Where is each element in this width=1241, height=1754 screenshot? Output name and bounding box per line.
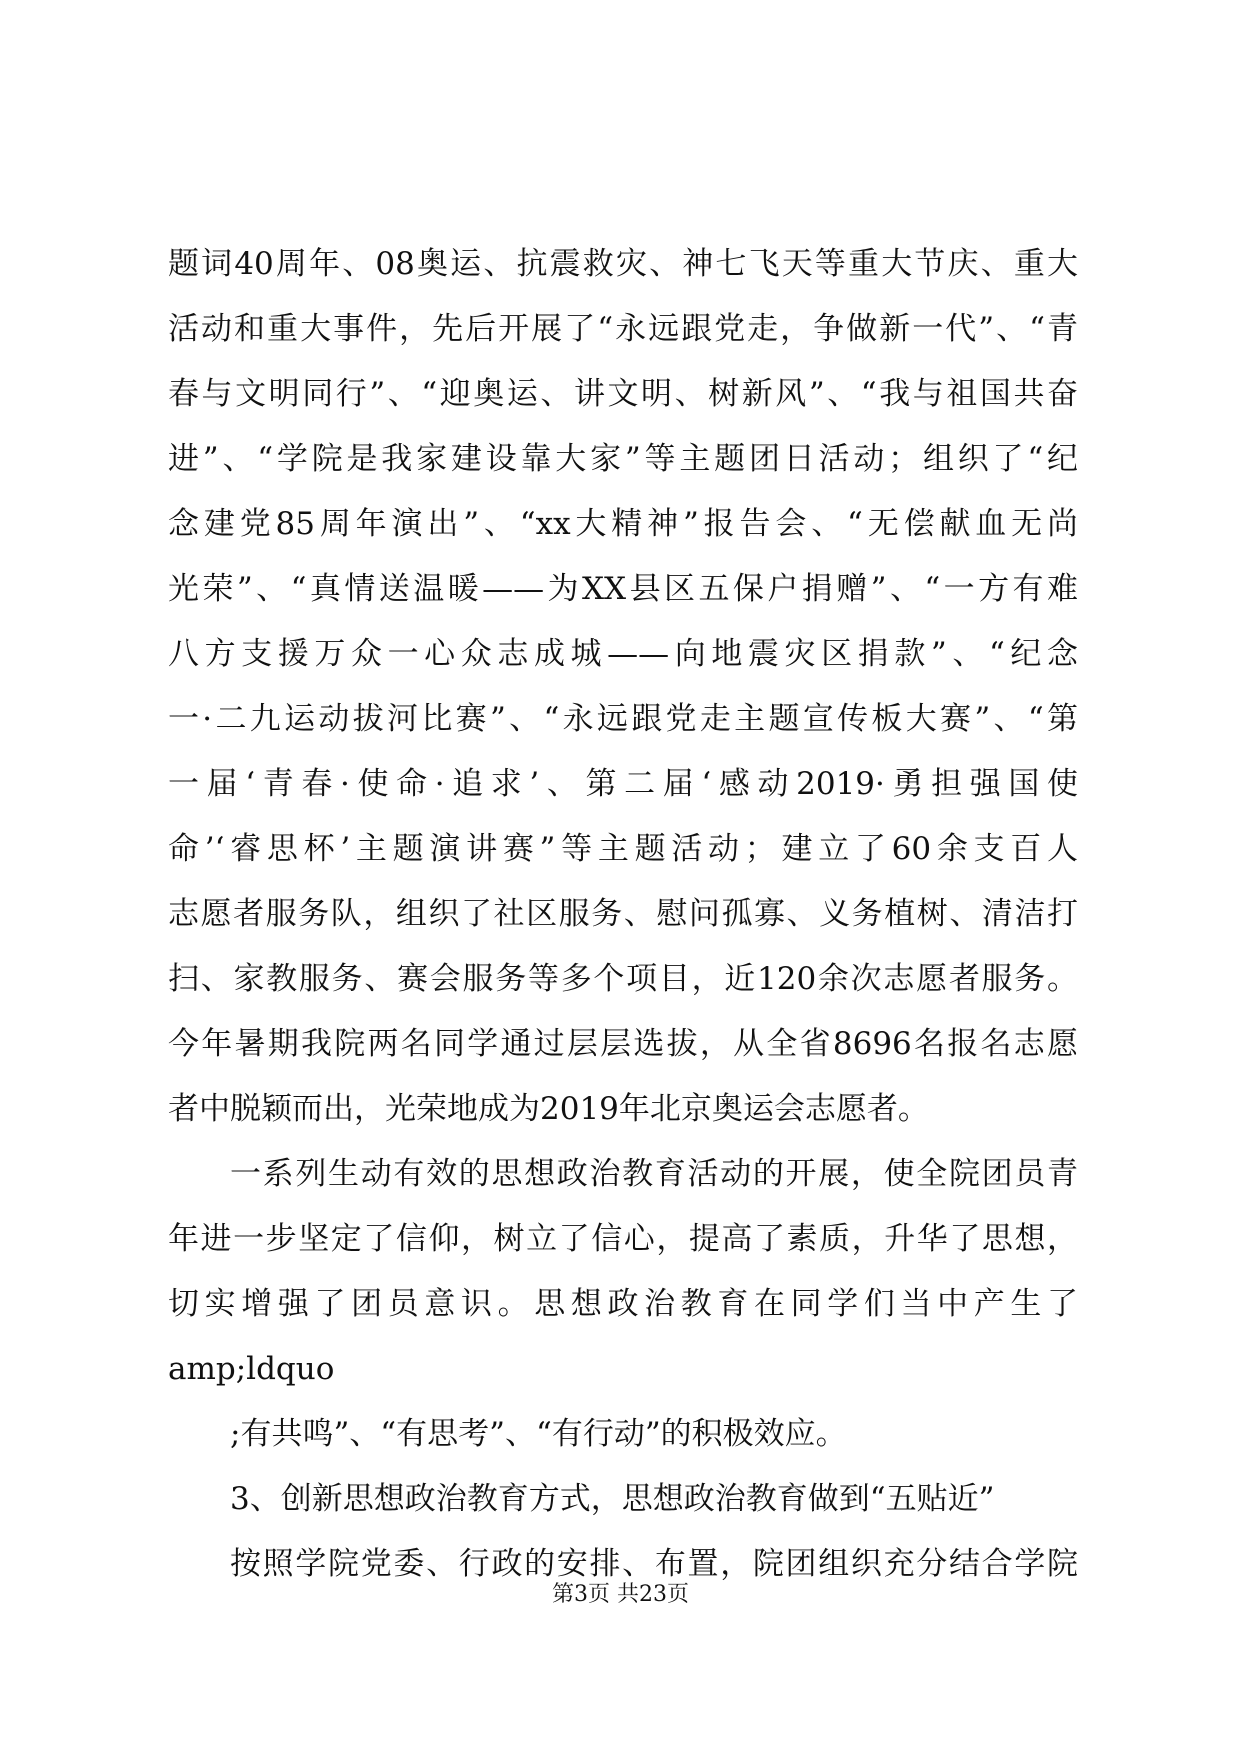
page-footer: 第3页 共23页 <box>552 1582 689 1607</box>
body-text <box>168 232 1078 1597</box>
paragraph-first-line: 一系列生动有效的思想政治教育活动的开展，使全院团员青 <box>230 1156 1078 1192</box>
text-line: 年进一步坚定了信仰，树立了信心，提高了素质，升华了思想， <box>168 1221 1078 1257</box>
text-line: 八方支援万众一心众志成城——向地震灾区捐款”、“纪念 <box>168 636 1078 672</box>
text-line: 念建党85周年演出”、“xx大精神”报告会、“无偿献血无尚 <box>168 506 1078 542</box>
section-heading: 3、创新思想政治教育方式，思想政治教育做到“五贴近” <box>230 1481 995 1517</box>
text-line: 题词40周年、08奥运、抗震救灾、神七飞天等重大节庆、重大 <box>168 246 1078 282</box>
text-line: 一届‘青春·使命·追求’、第二届‘感动2019·勇担强国使 <box>168 766 1078 802</box>
text-line: 扫、家教服务、赛会服务等多个项目，近120余次志愿者服务。 <box>168 961 1078 997</box>
text-line: 今年暑期我院两名同学通过层层选拔，从全省8696名报名志愿 <box>168 1026 1078 1062</box>
text-line: 进”、“学院是我家建设靠大家”等主题团日活动；组织了“纪 <box>168 441 1078 477</box>
text-line: 光荣”、“真情送温暖——为XX县区五保户捐赠”、“一方有难 <box>168 571 1078 607</box>
text-line: 活动和重大事件，先后开展了“永远跟党走，争做新一代”、“青 <box>168 311 1078 347</box>
text-line: 命’‘睿思杯’主题演讲赛”等主题活动；建立了60余支百人 <box>168 831 1078 867</box>
paragraph-first-line: 按照学院党委、行政的安排、布置，院团组织充分结合学院 <box>230 1546 1078 1582</box>
text-line: amp;ldquo <box>168 1351 335 1387</box>
text-line: 者中脱颖而出，光荣地成为2019年北京奥运会志愿者。 <box>168 1091 929 1127</box>
text-line: 志愿者服务队，组织了社区服务、慰问孤寡、义务植树、清洁打 <box>168 896 1078 932</box>
text-line: ;有共鸣”、“有思考”、“有行动”的积极效应。 <box>230 1416 847 1452</box>
text-line: 切实增强了团员意识。思想政治教育在同学们当中产生了 <box>168 1286 1078 1322</box>
text-line: 一·二九运动拔河比赛”、“永远跟党走主题宣传板大赛”、“第 <box>168 701 1078 737</box>
text-line: 春与文明同行”、“迎奥运、讲文明、树新风”、“我与祖国共奋 <box>168 376 1078 412</box>
